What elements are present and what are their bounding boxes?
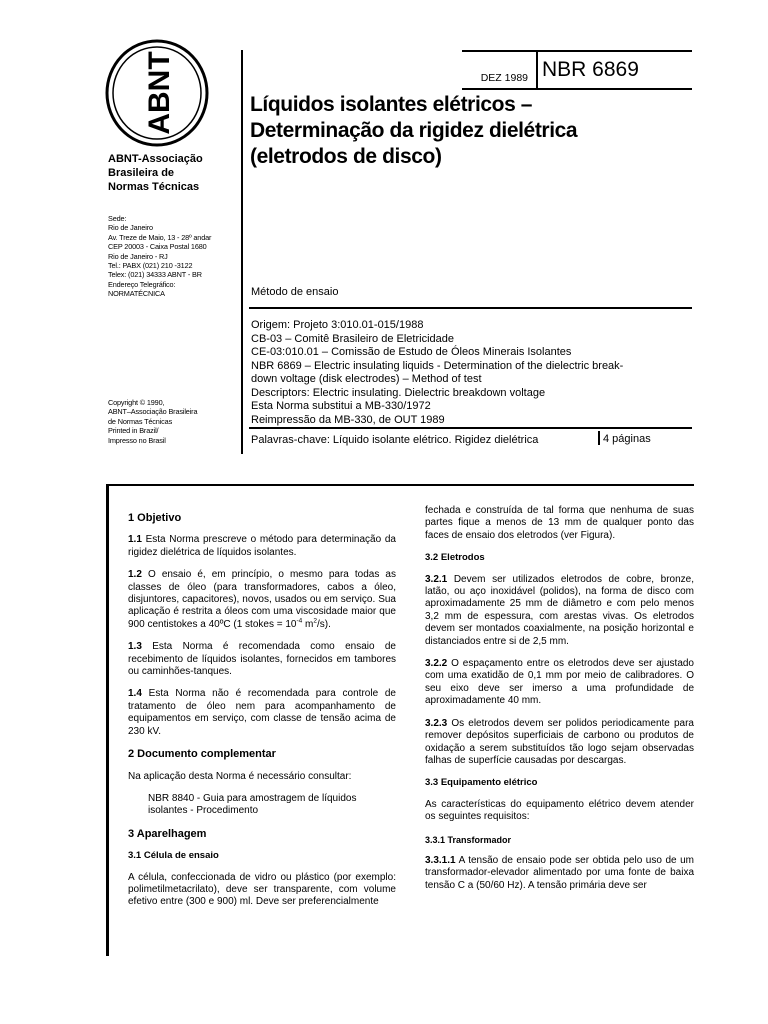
address-line: Rio de Janeiro — [108, 223, 153, 233]
origin-line: Esta Norma substitui a MB-330/1972 — [251, 400, 431, 412]
date-code-separator — [536, 50, 538, 90]
standard-code: NBR 6869 — [542, 58, 639, 81]
date-box — [462, 50, 536, 88]
copyright-line: Copyright © 1990, — [108, 398, 165, 407]
origin-line: Reimpressão da MB-330, de OUT 1989 — [251, 413, 445, 426]
subsection-heading-celula: 3.1 Célula de ensaio — [128, 850, 219, 862]
title-line: Líquidos isolantes elétricos – — [250, 93, 533, 116]
org-name-line: Brasileira de — [108, 167, 175, 179]
superscript: -4 — [296, 617, 303, 625]
clause-text: /s). — [317, 618, 331, 630]
clause-text: Esta Norma não é recomendada para controle de tratamento de óleo nem para acompanhamento de equipamentos em serviço, com classe de tensão acima de 230 kV. — [128, 688, 396, 737]
paragraph-3-3: As características do equipamento elétrico devem atender os seguintes requisitos: — [425, 798, 694, 823]
address-line: Av. Treze de Maio, 13 - 28º andar — [108, 232, 212, 242]
clause-number: 1.4 — [128, 688, 142, 700]
body-vertical-rule — [106, 484, 109, 956]
clause-text: Devem ser utilizados eletrodos de cobre, bronze, latão, ou aço inoxidável (polidos), na forma de disco com aproximadamente 25 mm de diâmetro e com pelo menos 3,2 mm de espessura, com arestas vivas. Os eletrodos devem ser montados coaxialmente, na posição horizontal e distanciados entre si de 2,5 mm. — [425, 573, 694, 647]
origin-line: Descriptors: Electric insulating. Dielectric breakdown voltage — [251, 386, 546, 399]
clause-number: 3.2.3 — [425, 717, 448, 729]
section-heading-objetivo: 1 Objetivo — [128, 512, 182, 524]
section-heading-documento: 2 Documento complementar — [128, 748, 276, 761]
clause-text: Esta Norma prescreve o método para determinação da rigidez dielétrica de líquidos isolantes. — [128, 534, 396, 558]
clause-text: O ensaio é, em princípio, o mesmo para todas as classes de óleo (para transformadores, cabos a óleo, disjuntores, capacitores), novos, usados ou em serviço. Sua aplicação é restrita a óleos com uma viscosidade maior que 900 centistokes a 40ºC (1 stokes = 10 — [128, 569, 396, 630]
pages-separator — [598, 431, 600, 445]
address-line: Tel.: PABX (021) 210 -3122 — [108, 261, 193, 271]
origin-line: CE-03:010.01 – Comissão de Estudo de Óleos Minerais Isolantes — [251, 346, 572, 358]
paragraph-3-2-2 — [425, 658, 694, 708]
body-top-rule — [106, 484, 694, 486]
org-name-line: Normas Técnicas — [108, 181, 200, 193]
paragraph-1-2 — [128, 569, 396, 631]
paragraph-3-1: A célula, confeccionada de vidro ou plástico (por exemplo: polimetilmetacrilato), deve ser transparente, com volume efetivo entre (300 e 900) ml. Deve ser preferencialmente — [128, 871, 396, 908]
address-line: Endereço Telegráfico: — [108, 279, 176, 289]
copyright-line: Printed in Brazil/ — [108, 426, 159, 436]
origin-line: down voltage (disk electrodes) – Method of test — [251, 373, 482, 385]
clause-text: Esta Norma é recomendada como ensaio de recebimento de líquidos isolantes, fornecidos em tambores ou caminhões-tanques. — [128, 641, 396, 678]
publication-date: DEZ 1989 — [480, 72, 528, 84]
address-line: Rio de Janeiro - RJ — [108, 251, 168, 261]
superscript: 2 — [313, 617, 317, 625]
address-line: Telex: (021) 34333 ABNT - BR — [108, 270, 202, 280]
copyright-notice — [108, 398, 238, 445]
paragraph-1-4 — [128, 688, 396, 738]
clause-number: 3.2.1 — [425, 573, 448, 585]
org-name-line: ABNT-Associação — [108, 153, 203, 165]
method-rule — [249, 307, 692, 309]
clause-number: 1.2 — [128, 569, 142, 581]
paragraph-2: Na aplicação desta Norma é necessário consultar: — [128, 770, 352, 782]
clause-text: Os eletrodos devem ser polidos periodicamente para remover depósitos superficiais de carbono ou produtos de oxidação a serem substituídos tão logo sejam observadas falhas de superfície causadas por descargas. — [425, 717, 694, 766]
paragraph-1-1 — [128, 534, 396, 559]
origin-rule — [249, 427, 692, 429]
address-line: Sede: — [108, 214, 127, 223]
document-type: Método de ensaio — [251, 286, 339, 298]
header-date-rule — [462, 88, 692, 90]
paragraph-3-2-3 — [425, 718, 694, 768]
copyright-line: Impresso no Brasil — [108, 435, 166, 445]
clause-number: 1.1 — [128, 534, 142, 546]
paragraph-3-3-1-1 — [425, 855, 694, 892]
section-heading-aparelhagem: 3 Aparelhagem — [128, 827, 207, 840]
paragraph-1-3 — [128, 641, 396, 678]
clause-number: 3.3.1.1 — [425, 854, 456, 866]
organization-address — [108, 214, 238, 299]
page-count: 4 páginas — [603, 433, 651, 445]
organization-name — [108, 152, 238, 194]
subsection-heading-eletrodos: 3.2 Eletrodos — [425, 552, 485, 564]
address-line: NORMATÉCNICA — [108, 289, 165, 299]
subsection-heading-equipamento: 3.3 Equipamento elétrico — [425, 777, 538, 789]
document-title — [250, 92, 690, 170]
clause-number: 3.2.2 — [425, 658, 448, 670]
header-vertical-rule — [241, 50, 243, 454]
clause-text: A tensão de ensaio pode ser obtida pelo uso de um transformador-elevador alimentado por uma fonte de baixa tensão C a (50/60 Hz). A tensão primária deve ser — [425, 854, 694, 891]
keywords: Palavras-chave: Líquido isolante elétrico. Rigidez dielétrica — [251, 434, 539, 446]
body-left-column — [128, 505, 396, 919]
body-right-column — [425, 505, 694, 902]
address-line: CEP 20003 - Caixa Postal 1680 — [108, 242, 207, 252]
clause-text: O espaçamento entre os eletrodos deve ser ajustado com uma exatidão de 0,1 mm por meio de calibradores. O seu eixo deve ser imerso a uma profundidade de aproximadamente 40 mm. — [425, 658, 694, 707]
paragraph-3-2-1 — [425, 574, 694, 648]
origin-line: CB-03 – Comitê Brasileiro de Eletricidade — [251, 332, 454, 345]
title-line: (eletrodos de disco) — [250, 145, 442, 168]
copyright-line: ABNT–Associação Brasileira — [108, 407, 198, 417]
origin-block — [251, 319, 691, 427]
logo-text: ABNT — [143, 51, 176, 135]
copyright-line: de Normas Técnicas — [108, 416, 173, 426]
clause-number: 1.3 — [128, 641, 142, 653]
origin-line: NBR 6869 – Electric insulating liquids - Determination of the dielectric break- — [251, 359, 624, 372]
subsection-heading-transformador: 3.3.1 Transformador — [425, 834, 512, 845]
clause-text: m — [302, 618, 314, 630]
reference-nbr-8840: NBR 8840 - Guia para amostragem de líquidos isolantes - Procedimento — [148, 792, 357, 817]
origin-line: Origem: Projeto 3:010.01-015/1988 — [251, 319, 424, 331]
title-line: Determinação da rigidez dielétrica — [250, 119, 578, 142]
paragraph-continuation: fechada e construída de tal forma que nenhuma de suas partes fique a menos de 13 mm de qualquer ponto das faces de ensaio dos eletrodos (ver Figura). — [425, 505, 694, 541]
abnt-logo-icon — [104, 38, 210, 148]
